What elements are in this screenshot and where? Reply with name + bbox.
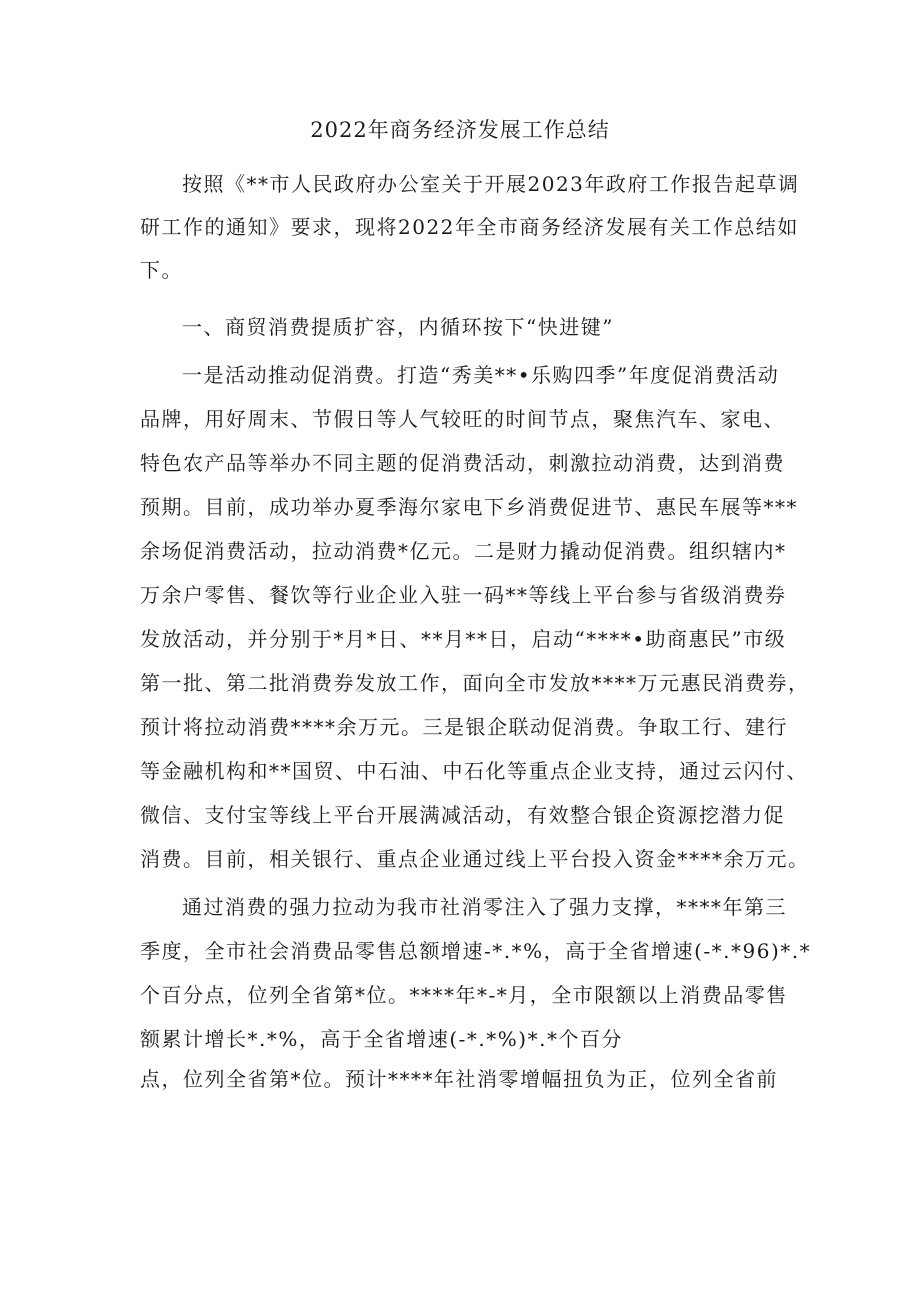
paragraph-line: 品牌，用好周末、节假日等人气较旺的时间节点，聚焦汽车、家电、 [140, 407, 785, 431]
paragraph-line: 一是活动推动促消费。打造“秀美**•乐购四季”年度促消费活动 [182, 363, 780, 387]
paragraph-line: 点，位列全省第*位。预计****年社消零增幅扭负为正，位列全省前 [140, 1067, 778, 1091]
paragraph-line: 下。 [140, 258, 183, 282]
paragraph-line: 预计将拉动消费****余万元。三是银企联动促消费。争取工行、建行 [140, 715, 788, 739]
paragraph-line: 额累计增长*.*%，高于全省增速(-*.*%)*.*个百分 [140, 1027, 623, 1051]
paragraph-line: 消费。目前，相关银行、重点企业通过线上平台投入资金****余万元。 [140, 847, 810, 871]
paragraph-line: 等金融机构和**国贸、中石油、中石化等重点企业支持，通过云闪付、 [140, 759, 808, 783]
paragraph-line: 研工作的通知》要求，现将2022年全市商务经济发展有关工作总结如 [140, 215, 799, 239]
paragraph-line: 万余户零售、餐饮等行业企业入驻一码**等线上平台参与省级消费券 [140, 583, 787, 607]
paragraph-line: 微信、支付宝等线上平台开展满减活动，有效整合银企资源挖潜力促 [140, 803, 785, 827]
paragraph-line: 通过消费的强力拉动为我市社消零注入了强力支撑，****年第三 [182, 895, 787, 919]
paragraph-line: 余场促消费活动，拉动消费*亿元。二是财力撬动促消费。组织辖内* [140, 539, 787, 563]
paragraph-line: 个百分点，位列全省第*位。****年*-*月，全市限额以上消费品零售 [140, 983, 788, 1007]
paragraph-line: 季度，全市社会消费品零售总额增速-*.*%，高于全省增速(-*.*96)*.* [140, 939, 812, 963]
paragraph-line: 发放活动，并分别于*月*日、**月**日，启动“****•助商惠民”市级 [140, 627, 787, 651]
paragraph-line: 特色农产品等举办不同主题的促消费活动，刺激拉动消费，达到消费 [140, 451, 785, 475]
section-heading: 一、商贸消费提质扩容，内循环按下“快进键” [182, 315, 614, 339]
paragraph-line: 第一批、第二批消费券发放工作，面向全市发放****万元惠民消费券， [140, 671, 810, 695]
paragraph-line: 预期。目前，成功举办夏季海尔家电下乡消费促进节、惠民车展等*** [140, 495, 798, 519]
paragraph-line: 按照《**市人民政府办公室关于开展2023年政府工作报告起草调 [182, 172, 800, 196]
document-title: 2022年商务经济发展工作总结 [310, 118, 610, 142]
